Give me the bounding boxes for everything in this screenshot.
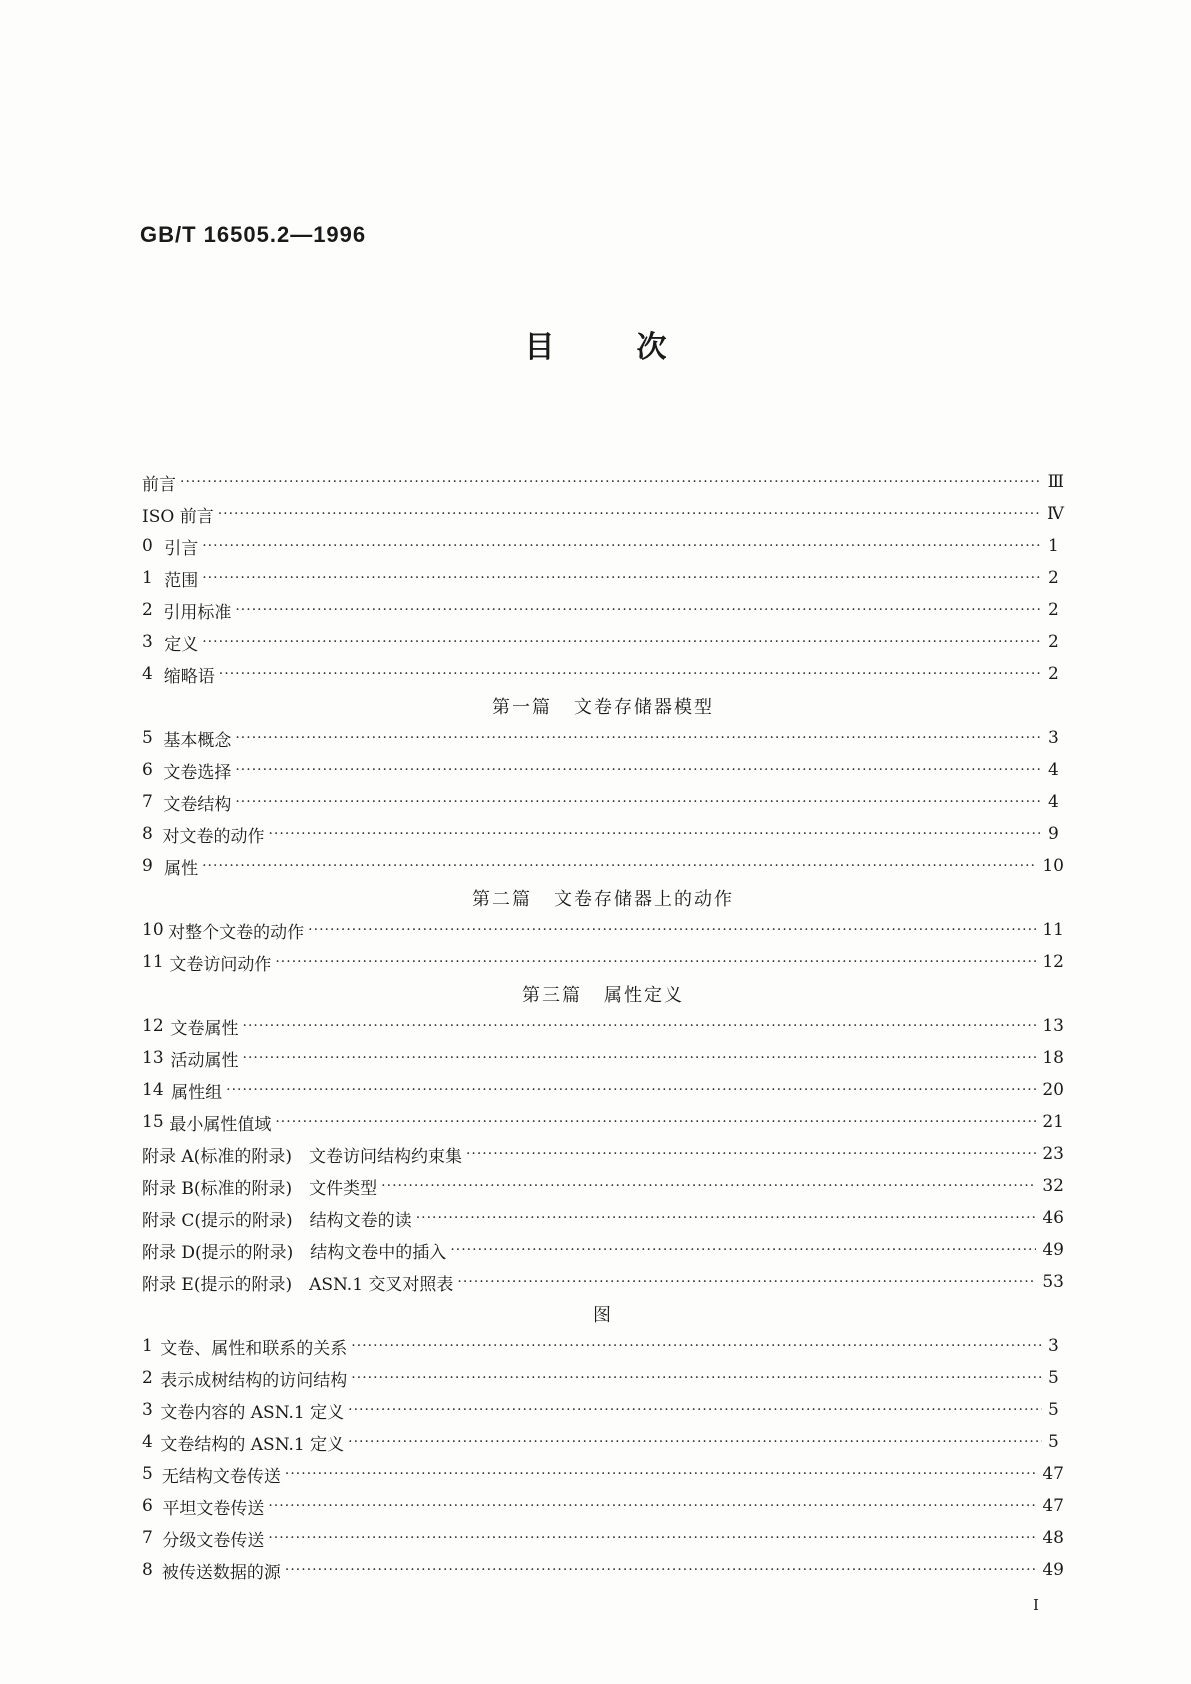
dot-leader xyxy=(348,1402,1042,1418)
toc-entry-label: 附录 C(提示的附录) 结构文卷的读 xyxy=(142,1210,412,1231)
toc-entry-page: 20 xyxy=(1042,1080,1064,1100)
toc-entry-number: 4 xyxy=(142,1432,153,1452)
toc-entry-page: 2 xyxy=(1048,568,1059,588)
dot-leader xyxy=(243,1018,1037,1034)
dot-leader xyxy=(235,730,1042,746)
dot-leader xyxy=(202,570,1042,586)
toc-entry-label: 前言 xyxy=(142,474,176,495)
toc-entry-page: 5 xyxy=(1048,1400,1059,1420)
toc-entry-page: Ⅳ xyxy=(1047,504,1064,524)
toc-entry-page: 18 xyxy=(1042,1048,1064,1068)
dot-leader xyxy=(466,1146,1036,1162)
toc-entry[interactable] xyxy=(142,1554,1064,1586)
toc-entry-number: 0 xyxy=(142,536,153,556)
toc-entry-label: 平坦文卷传送 xyxy=(162,1498,265,1519)
toc-entry-number: 13 xyxy=(142,1048,164,1068)
toc-entry-label: 文卷结构 xyxy=(163,794,232,815)
toc-entry[interactable] xyxy=(142,1426,1064,1458)
toc-entry-label: 缩略语 xyxy=(163,666,215,687)
toc-entry-label: 附录 E(提示的附录) ASN.1 交叉对照表 xyxy=(142,1274,454,1295)
table-of-contents xyxy=(142,466,1064,1586)
toc-entry-page: 9 xyxy=(1048,824,1059,844)
toc-entry-label: 对文卷的动作 xyxy=(162,826,265,847)
toc-entry[interactable] xyxy=(142,1170,1064,1202)
toc-entry-label: 被传送数据的源 xyxy=(161,1562,281,1583)
toc-entry-label: 文卷内容的 ASN.1 定义 xyxy=(160,1402,345,1423)
toc-entry-label: 范围 xyxy=(164,570,199,591)
toc-entry[interactable] xyxy=(142,1266,1064,1298)
toc-entry-page: 3 xyxy=(1048,1336,1059,1356)
toc-entry-number: 3 xyxy=(142,632,153,652)
dot-leader xyxy=(268,826,1042,842)
toc-entry-page: 47 xyxy=(1042,1464,1064,1484)
figures-heading-label: 图 xyxy=(593,1305,613,1326)
dot-leader xyxy=(218,506,1041,522)
toc-entry-number: 6 xyxy=(142,760,153,780)
toc-entry-page: 5 xyxy=(1048,1432,1059,1452)
toc-entry-number: 9 xyxy=(142,856,153,876)
toc-entry-number: 1 xyxy=(142,568,153,588)
toc-entry-page: 53 xyxy=(1042,1272,1064,1292)
dot-leader xyxy=(226,1082,1036,1098)
dot-leader xyxy=(416,1210,1037,1226)
toc-entry-label: 表示成树结构的访问结构 xyxy=(160,1370,348,1391)
toc-entry[interactable] xyxy=(142,1074,1064,1106)
toc-entry-label: 文卷选择 xyxy=(163,762,232,783)
toc-entry-page: 3 xyxy=(1048,728,1059,748)
toc-entry[interactable] xyxy=(142,914,1064,946)
toc-entry-label: 附录 A(标准的附录) 文卷访问结构约束集 xyxy=(142,1146,462,1167)
toc-entry-label: 活动属性 xyxy=(170,1050,239,1071)
toc-entry[interactable] xyxy=(142,1458,1064,1490)
toc-entry-number: 2 xyxy=(142,600,153,620)
toc-entry-label: 分级文卷传送 xyxy=(162,1530,265,1551)
toc-entry-label: 文卷、属性和联系的关系 xyxy=(160,1338,348,1359)
toc-entry[interactable] xyxy=(142,1330,1064,1362)
toc-part-heading xyxy=(142,690,1064,722)
toc-entry-label: 附录 D(提示的附录) 结构文卷中的插入 xyxy=(142,1242,447,1263)
dot-leader xyxy=(348,1434,1042,1450)
dot-leader xyxy=(180,474,1042,490)
toc-entry[interactable] xyxy=(142,1010,1064,1042)
dot-leader xyxy=(450,1242,1036,1258)
toc-entry[interactable] xyxy=(142,530,1064,562)
part-title: 属性定义 xyxy=(604,985,684,1006)
part-number: 第三篇 xyxy=(522,985,582,1006)
toc-entry[interactable] xyxy=(142,658,1064,690)
toc-entry-page: 1 xyxy=(1048,536,1059,556)
part-title: 文卷存储器模型 xyxy=(574,697,714,718)
dot-leader xyxy=(275,954,1036,970)
toc-entry-page: 48 xyxy=(1042,1528,1064,1548)
dot-leader xyxy=(235,602,1042,618)
toc-entry-label: 定义 xyxy=(164,634,199,655)
toc-entry-number: 5 xyxy=(142,1464,153,1484)
toc-entry-label: 基本概念 xyxy=(163,730,232,751)
page-number: I xyxy=(1033,1596,1039,1614)
toc-entry[interactable] xyxy=(142,754,1064,786)
toc-entry-page: 10 xyxy=(1042,856,1064,876)
part-number: 第二篇 xyxy=(472,889,532,910)
toc-entry-number: 12 xyxy=(142,1016,164,1036)
dot-leader xyxy=(268,1498,1036,1514)
toc-entry[interactable] xyxy=(142,1106,1064,1138)
toc-entry[interactable] xyxy=(142,1138,1064,1170)
part-number: 第一篇 xyxy=(492,697,552,718)
dot-leader xyxy=(235,762,1042,778)
toc-entry-number: 4 xyxy=(142,664,153,684)
dot-leader xyxy=(243,1050,1037,1066)
toc-entry-page: 2 xyxy=(1048,600,1059,620)
toc-part-heading xyxy=(142,882,1064,914)
toc-entry-page: 4 xyxy=(1048,760,1059,780)
toc-entry-number: 7 xyxy=(142,792,153,812)
toc-entry-page: 23 xyxy=(1042,1144,1064,1164)
toc-entry-number: 8 xyxy=(142,1560,153,1580)
toc-entry-label: 文卷结构的 ASN.1 定义 xyxy=(160,1434,345,1455)
standard-code: GB/T 16505.2—1996 xyxy=(140,222,367,247)
toc-entry[interactable] xyxy=(142,594,1064,626)
toc-entry-page: 32 xyxy=(1042,1176,1064,1196)
toc-entry[interactable] xyxy=(142,1522,1064,1554)
toc-entry[interactable] xyxy=(142,786,1064,818)
toc-entry[interactable] xyxy=(142,1490,1064,1522)
toc-part-heading xyxy=(142,978,1064,1010)
toc-entry-page: 21 xyxy=(1042,1112,1064,1132)
dot-leader xyxy=(275,1114,1036,1130)
toc-entry-number: 5 xyxy=(142,728,153,748)
toc-entry-page: 2 xyxy=(1048,664,1059,684)
dot-leader xyxy=(268,1530,1036,1546)
toc-entry[interactable] xyxy=(142,722,1064,754)
toc-entry-number: 6 xyxy=(142,1496,153,1516)
dot-leader xyxy=(202,634,1042,650)
toc-entry-number: 14 xyxy=(142,1080,164,1100)
toc-entry[interactable] xyxy=(142,1234,1064,1266)
toc-entry[interactable] xyxy=(142,850,1064,882)
toc-entry-number: 2 xyxy=(142,1368,153,1388)
toc-entry-label: 文卷属性 xyxy=(170,1018,239,1039)
dot-leader xyxy=(351,1370,1042,1386)
toc-entry-label: 文卷访问动作 xyxy=(169,954,272,975)
toc-entry[interactable] xyxy=(142,626,1064,658)
toc-entry-page: 46 xyxy=(1042,1208,1064,1228)
toc-entry-label: 属性 xyxy=(164,858,199,879)
dot-leader xyxy=(202,538,1042,554)
toc-entry[interactable] xyxy=(142,818,1064,850)
toc-entry-number: 7 xyxy=(142,1528,153,1548)
toc-entry[interactable] xyxy=(142,946,1064,978)
toc-entry-number: 10 xyxy=(142,920,164,940)
toc-entry[interactable] xyxy=(142,562,1064,594)
toc-entry-label: ISO 前言 xyxy=(142,506,214,527)
toc-entry-page: 11 xyxy=(1042,920,1064,940)
part-title: 文卷存储器上的动作 xyxy=(554,889,734,910)
toc-entry-number: 1 xyxy=(142,1336,153,1356)
toc-entry-number: 8 xyxy=(142,824,153,844)
toc-entry-number: 15 xyxy=(142,1112,164,1132)
toc-entry[interactable] xyxy=(142,1202,1064,1234)
dot-leader xyxy=(219,666,1042,682)
toc-entry-page: 13 xyxy=(1042,1016,1064,1036)
toc-entry-label: 引用标准 xyxy=(163,602,232,623)
toc-entry-number: 3 xyxy=(142,1400,153,1420)
toc-entry-label: 对整个文卷的动作 xyxy=(168,922,305,943)
dot-leader xyxy=(457,1274,1036,1290)
toc-entry[interactable] xyxy=(142,1362,1064,1394)
page-title: 目次 xyxy=(524,330,749,365)
toc-entry-label: 属性组 xyxy=(171,1082,223,1103)
toc-entry-page: 49 xyxy=(1042,1560,1064,1580)
dot-leader xyxy=(202,858,1036,874)
dot-leader xyxy=(285,1562,1036,1578)
toc-entry-page: 12 xyxy=(1042,952,1064,972)
toc-entry-label: 最小属性值域 xyxy=(169,1114,272,1135)
dot-leader xyxy=(285,1466,1036,1482)
toc-entry-label: 无结构文卷传送 xyxy=(161,1466,281,1487)
toc-entry-label: 附录 B(标准的附录) 文件类型 xyxy=(142,1178,378,1199)
toc-entry[interactable] xyxy=(142,466,1064,498)
dot-leader xyxy=(381,1178,1036,1194)
toc-entry[interactable] xyxy=(142,1042,1064,1074)
toc-entry[interactable] xyxy=(142,498,1064,530)
toc-entry-page: 49 xyxy=(1042,1240,1064,1260)
toc-entry-page: 2 xyxy=(1048,632,1059,652)
toc-entry[interactable] xyxy=(142,1394,1064,1426)
toc-entry-number: 11 xyxy=(142,952,164,972)
toc-entry-page: 5 xyxy=(1048,1368,1059,1388)
toc-entry-label: 引言 xyxy=(164,538,199,559)
dot-leader xyxy=(308,922,1036,938)
toc-entry-page: Ⅲ xyxy=(1047,472,1064,492)
toc-entry-page: 47 xyxy=(1042,1496,1064,1516)
toc-entry-page: 4 xyxy=(1048,792,1059,812)
figures-heading xyxy=(142,1298,1064,1330)
dot-leader xyxy=(351,1338,1042,1354)
dot-leader xyxy=(235,794,1042,810)
